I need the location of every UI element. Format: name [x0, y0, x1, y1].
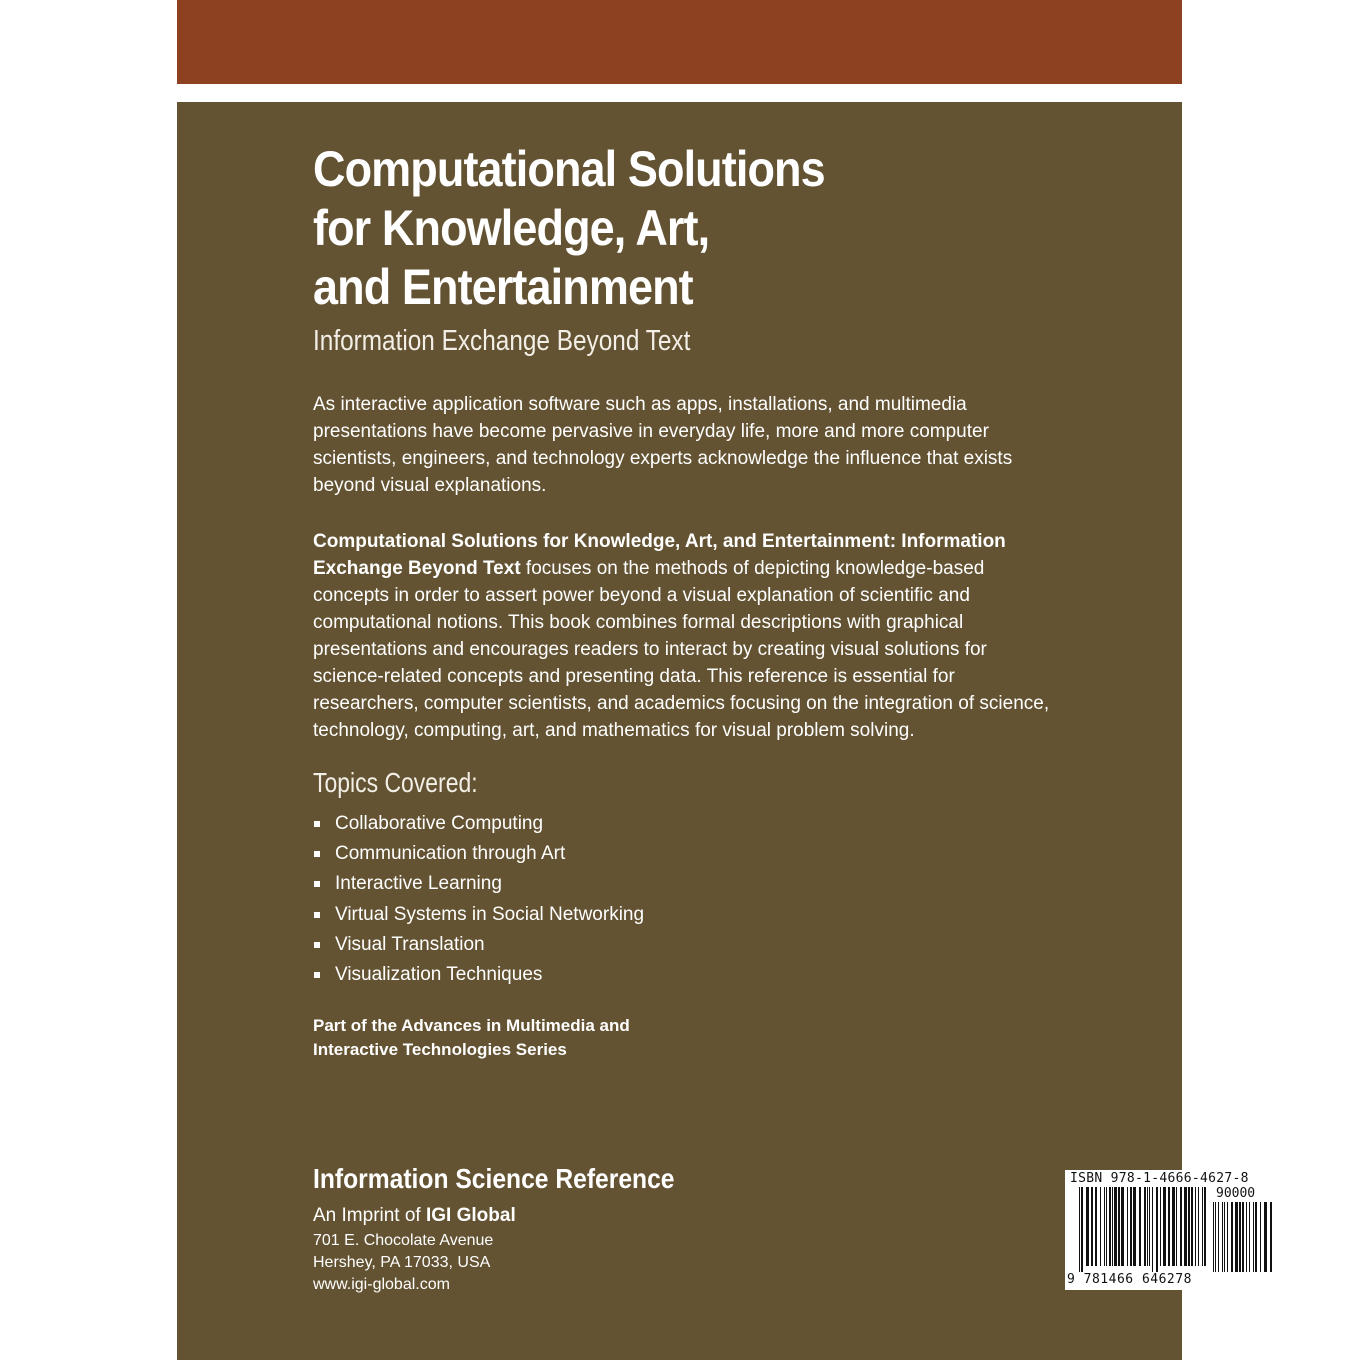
barcode-bar — [1156, 1187, 1158, 1272]
barcode-bar — [1091, 1187, 1093, 1266]
book-title — [313, 140, 825, 317]
topic-label: Communication through Art — [335, 843, 566, 865]
barcode-bar — [1109, 1187, 1111, 1266]
address-street: 701 E. Chocolate Avenue — [313, 1232, 494, 1249]
topic-label: Interactive Learning — [335, 873, 502, 895]
barcode-bar — [1224, 1202, 1225, 1272]
barcode-bar — [1218, 1202, 1219, 1272]
barcode-bar — [1112, 1187, 1113, 1266]
description-text: focuses on the methods of depicting knowledge-based concepts in order to assert power beyond a visual explanation of scientific and computational notions. This book combines formal descriptions with graphical presentations and encourages readers to interact by creating visual solutions for science-related concepts and presenting data. This reference is essential for researchers, computer scientists, and academics focusing on the integration of science, technology, computing, art, and mathematics for visual problem solving. — [313, 558, 1050, 741]
barcode-digits: 9 781466 646278 — [1067, 1272, 1192, 1287]
topic-label: Visualization Techniques — [335, 963, 543, 985]
barcode-bar — [1239, 1202, 1241, 1272]
barcode-bar — [1213, 1202, 1214, 1272]
imprint-line — [313, 1204, 516, 1228]
barcode-bar — [1152, 1187, 1153, 1272]
barcode-bar — [1121, 1187, 1124, 1266]
top-color-band — [177, 0, 1182, 84]
barcode-bar — [1127, 1187, 1128, 1266]
barcode-bar — [1176, 1187, 1177, 1266]
barcode-addon-number: 90000 — [1216, 1186, 1256, 1201]
topic-label: Collaborative Computing — [335, 813, 544, 834]
barcode-bar — [1144, 1187, 1146, 1266]
barcode-bar — [1249, 1202, 1250, 1272]
book-subtitle: Information Exchange Beyond Text — [313, 325, 691, 357]
list-item — [313, 839, 644, 869]
intro-paragraph: As interactive application software such as apps, installations, and multimedia presentations have become pervasive in everyday life, more and more computer scientists, engineers, and technology experts acknowledge the influence that exists beyond visual explanations. — [313, 394, 1013, 496]
topic-label: Virtual Systems in Social Networking — [335, 903, 645, 925]
bullet-icon — [314, 821, 320, 827]
imprint-name: IGI Global — [426, 1205, 516, 1226]
barcode-bar — [1246, 1202, 1247, 1272]
book-title-line-3: and Entertainment — [313, 259, 693, 315]
barcode-bar — [1202, 1187, 1203, 1266]
barcode-bar — [1079, 1187, 1080, 1272]
series-line-1: Part of the Advances in Multimedia and — [313, 1016, 630, 1035]
topics-list — [313, 809, 644, 990]
barcode-bar — [1227, 1202, 1228, 1272]
barcode-bar — [1168, 1187, 1170, 1266]
back-cover — [177, 102, 1256, 1360]
barcode-bar — [1095, 1187, 1097, 1266]
barcode-bar — [1180, 1187, 1182, 1266]
bullet-icon — [314, 942, 320, 948]
barcode-bar — [1231, 1202, 1233, 1272]
topics-heading: Topics Covered: — [313, 767, 478, 798]
barcode-bar — [1147, 1187, 1148, 1266]
bullet-icon — [314, 851, 320, 857]
publisher-website: www.igi-global.com — [313, 1276, 450, 1293]
series-note — [313, 1014, 630, 1062]
barcode-bar — [1106, 1187, 1107, 1266]
isbn-barcode — [1065, 1170, 1277, 1290]
barcode-bar — [1242, 1202, 1244, 1272]
imprint-prefix: An Imprint of — [313, 1205, 426, 1226]
bullet-icon — [314, 972, 320, 978]
bullet-icon — [314, 912, 320, 918]
topic-label: Visual Translation — [335, 933, 485, 955]
barcode-bar — [1215, 1202, 1216, 1272]
list-item — [313, 900, 644, 930]
book-title-line-1: Computational Solutions — [313, 141, 825, 197]
barcode-bar — [1195, 1187, 1196, 1266]
book-title-line-2: for Knowledge, Art, — [313, 200, 710, 256]
barcode-bar — [1139, 1187, 1141, 1266]
address-city: Hershey, PA 17033, USA — [313, 1254, 491, 1271]
barcode-bar — [1104, 1187, 1105, 1266]
barcode-bar — [1172, 1187, 1175, 1266]
barcode-bar — [1133, 1187, 1136, 1266]
isbn-label: ISBN 978-1-4666-4627-8 — [1070, 1171, 1249, 1186]
barcode-bar — [1188, 1187, 1190, 1266]
barcode-bar — [1204, 1187, 1206, 1266]
barcode-bar — [1160, 1187, 1161, 1266]
list-item — [313, 869, 644, 899]
barcode-bar — [1163, 1187, 1166, 1266]
barcode-bar — [1100, 1187, 1101, 1266]
barcode-bar — [1086, 1187, 1089, 1266]
barcode-bar — [1081, 1187, 1083, 1272]
barcode-bar — [1184, 1187, 1187, 1266]
description-paragraph — [313, 528, 1053, 744]
list-item — [313, 809, 644, 839]
barcode-bar — [1130, 1187, 1132, 1266]
publisher-address — [313, 1230, 493, 1296]
barcode-bar — [1222, 1202, 1223, 1272]
barcode-bar — [1114, 1187, 1117, 1266]
barcode-bar — [1253, 1202, 1254, 1272]
publisher-name: Information Science Reference — [313, 1163, 675, 1194]
barcode-bar — [1198, 1187, 1199, 1266]
list-item — [313, 960, 644, 990]
series-line-2: Interactive Technologies Series — [313, 1040, 567, 1059]
description-bold-title: Computational Solutions for Knowledge, Art, and Entertainment: Information Exchange Beyond Text — [313, 531, 1006, 579]
barcode-bar — [1260, 1202, 1261, 1272]
list-item — [313, 930, 644, 960]
barcode-bar — [1235, 1202, 1238, 1272]
barcode-bar — [1191, 1187, 1193, 1266]
barcode-bar — [1149, 1187, 1150, 1266]
barcode-bar — [1270, 1202, 1272, 1272]
bullet-icon — [314, 881, 320, 887]
barcode-bar — [1264, 1202, 1267, 1272]
barcode-bar — [1118, 1187, 1120, 1266]
barcode-bar — [1255, 1202, 1257, 1272]
